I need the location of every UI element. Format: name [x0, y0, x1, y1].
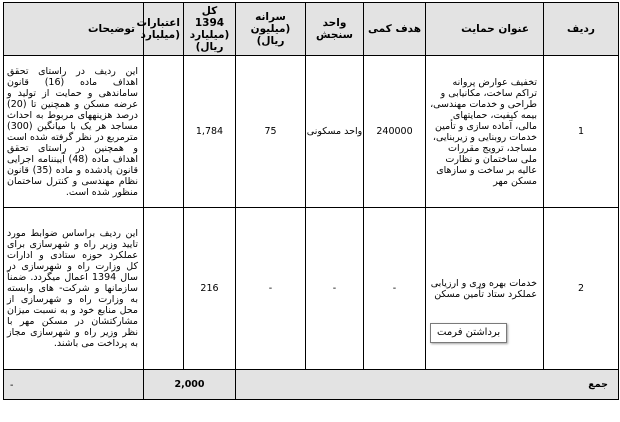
remove-format-button[interactable]: برداشتن فرمت	[430, 323, 507, 343]
row-number: 2	[544, 208, 619, 370]
col-header-row-no: ردیف	[544, 3, 619, 56]
table-row	[4, 208, 619, 370]
support-title: خدمات بهره وری و ارزیابی عملکرد ستاد تأمین مسکن	[430, 277, 537, 300]
description-text: این ردیف براساس ضوابط مورد تایید وزیر راه و شهرسازی برای عملکرد حوزه ستادی و ادارات کل وزارت راه و شهرسازی در سال 1394 اعمال میگردد. ضمناً سازمانها و شرکت- های وابسته به وزارت راه و شهرسازی از محل منابع خود و به نسبت میزان مشارکتشان در مسکن مهر با نظر وزیر راه و شهرسازی مجاز به پرداخت می باشند.	[4, 208, 144, 370]
per-capita-value: 75	[236, 56, 306, 208]
support-title-cell	[426, 208, 544, 370]
credits-value	[144, 56, 184, 208]
col-header-per-capita: سرانه (میلیون ریال)	[236, 3, 306, 56]
total-description: -	[4, 370, 144, 400]
col-header-description: توضیحات	[4, 3, 144, 56]
description-text: این ردیف در راستای تحقق اهداف ماده (16) قانون ساماندهی و حمایت از تولید و عرضه مسکن و همچنین تا (20) درصد هزینههای مربوط به احداث مساجد هر یک با میانگین (300) مترمربع در نظر گرفته شده است و همچنین در راستای تحقق اهداف ماده (48) آییننامه اجرایی قانون پادشده و ماده (35) قانون نظام مهندسی و کنترل ساختمان منظور شده است.	[4, 56, 144, 208]
total-value: 216	[184, 208, 236, 370]
col-header-total-1394: کل 1394 (میلیارد ریال)	[184, 3, 236, 56]
credits-table	[3, 2, 619, 400]
total-row	[4, 370, 619, 400]
total-sum: 2,000	[144, 370, 236, 400]
target-value: 240000	[364, 56, 426, 208]
col-header-target: هدف کمی	[364, 3, 426, 56]
support-title: تخفیف عوارض پروانه تراکم ساخت، مکانیابی و طراحی و خدمات مهندسی، بیمه کیفیت، حمایتهای مالی، آماده سازی و تأمین خدمات روبنایی و زیربنایی، مساجد، ترویج مقررات ملی ساختمان و نظارت عالیه بر ساخت و سازهای مسکن مهر	[426, 56, 544, 208]
unit-value: واحد مسکونی	[306, 56, 364, 208]
col-header-title: عنوان حمایت	[426, 3, 544, 56]
total-label: جمع	[236, 370, 619, 400]
table-row	[4, 56, 619, 208]
per-capita-value: -	[236, 208, 306, 370]
col-header-credits: اعتبارات (میلیارد	[144, 3, 184, 56]
total-value: 1,784	[184, 56, 236, 208]
row-number: 1	[544, 56, 619, 208]
target-value: -	[364, 208, 426, 370]
unit-value: -	[306, 208, 364, 370]
credits-value	[144, 208, 184, 370]
header-row	[4, 3, 619, 56]
col-header-unit: واحد سنجش	[306, 3, 364, 56]
